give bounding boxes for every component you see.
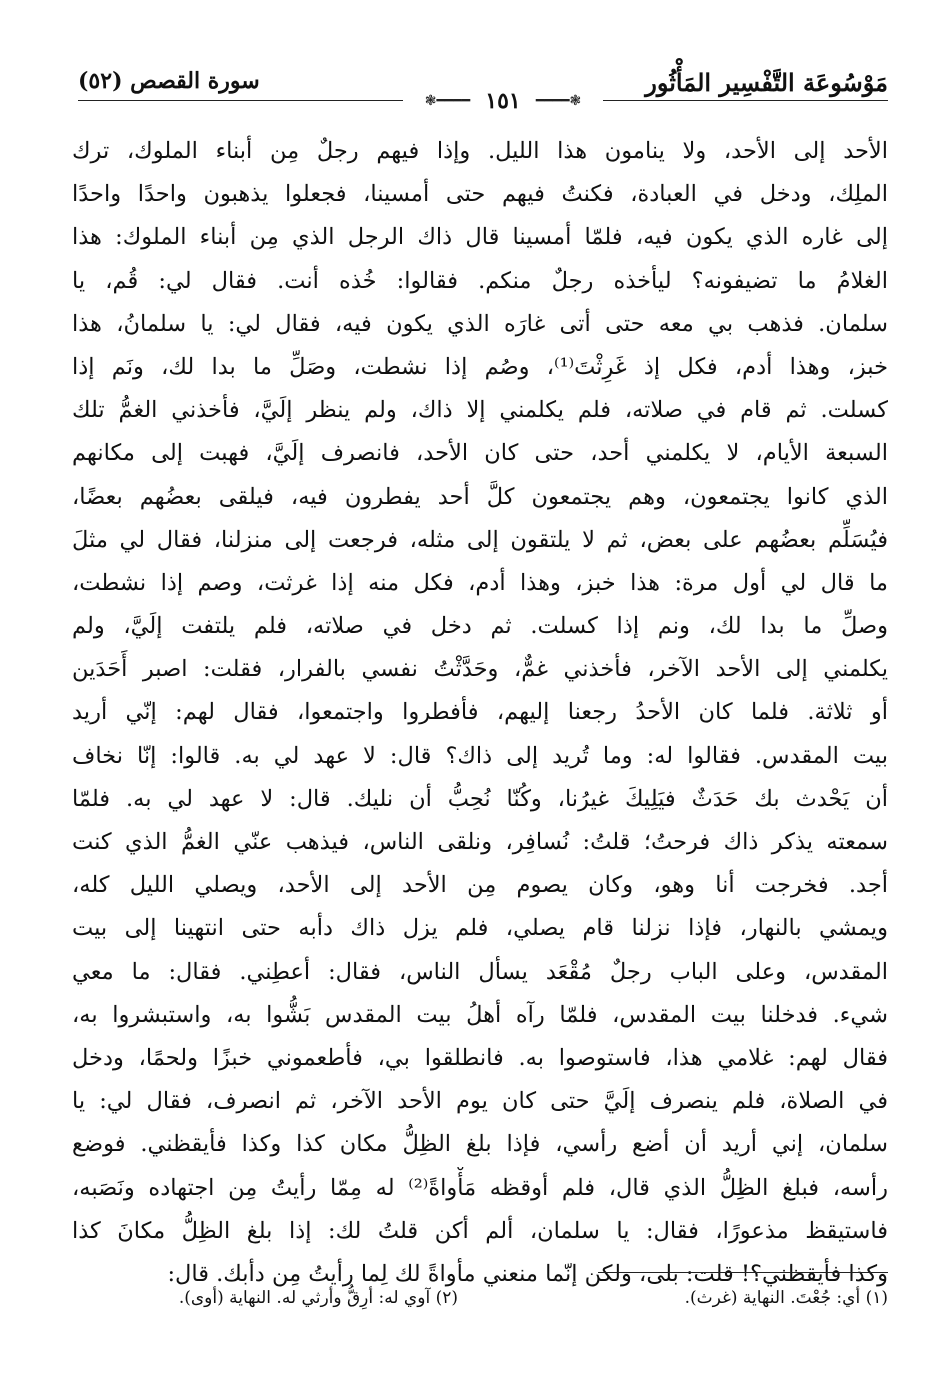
- footnote-1: (١) أي: جُعْتَ. النهاية (غرث).: [684, 1288, 888, 1308]
- text-line: أجد. فخرجت أنا وهو، وكان يصوم مِن الأحد إلى الأحد، ويصلي الليل كله،: [72, 872, 888, 899]
- text-line: ما قال لي أول مرة: هذا خبز، وهذا أدم، فكل منه إذا غرثت، وصم إذا نشطت،: [72, 569, 888, 596]
- text-line: سلمان، إني أريد أن أضع رأسي، فإذا بلغ الظِلُّ مكان كذا وكذا فأيقظني. فوضع: [72, 1131, 888, 1158]
- ornament-icon: ❃━━━━: [424, 93, 471, 109]
- text-line: وصلِّ ما بدا لك، ونم إذا كسلت. ثم دخل في صلاته، فلم يلتفت إلَيَّ، ولم: [72, 613, 888, 640]
- text-line: خبز، وهذا أدم، فكل إذ غَرِثْتَ⁽¹⁾، وصُم إذا نشطت، وصَلِّ ما بدا لك، ونَم إذا: [72, 353, 888, 380]
- text-line: فيُسَلِّم بعضُهم على بعض، ثم لا يلتقون إلى مثله، فرجعت إلى منزلنا، فقال لي مثلَ: [72, 526, 888, 553]
- text-line: سلمان. فذهب بي معه حتى أتى غارَه الذي يكون فيه، فقال لي: يا سلمانُ، هذا: [72, 310, 888, 337]
- text-line: ويمشي بالنهار، فإذا نزلنا قام يصلي، فلم يزل ذاك دأبه حتى انتهينا إلى بيت: [72, 915, 888, 942]
- text-line: في الصلاة، فلم ينصرف إلَيَّ حتى كان يوم الأحد الآخر، ثم انصرف، فقال لي: يا: [72, 1088, 888, 1115]
- text-line: رأسه، فبلغ الظِلُّ الذي قال، فلم أوقظه مَأْواةً⁽²⁾ له مِمّا رأيتُ مِن اجتهاده ونَصَبه،: [72, 1174, 888, 1201]
- page-number-block: [403, 88, 603, 114]
- page-header: [78, 64, 888, 116]
- text-line: وكذا فأيقظني؟! قلت: بلى، ولكن إنّما منعني مأواةً لك لِما رأيتُ مِن دأبك. قال:: [167, 1260, 888, 1287]
- text-line: سمعته يذكر ذاك فرحتُ؛ قلتُ: نُسافِر، ونلقى الناس، فيذهب عنّي الغمُّ الذي كنت: [72, 829, 888, 855]
- text-line: كسلت. ثم قام في صلاته، فلم يكلمني إلا ذاك، ولم ينظر إلَيَّ، فأخذني الغمُّ تلك: [72, 397, 888, 424]
- text-line: بيت المقدس. فقالوا له: وما تُريد إلى ذاك؟ قال: لا عهد لي به. قالوا: إنّا نخاف: [72, 742, 888, 769]
- text-line: الأحد إلى الأحد، ولا ينامون هذا الليل. وإذا فيهم رجلٌ مِن أبناء الملوك، ترك: [72, 138, 888, 164]
- text-line: المقدس، وعلى الباب رجلٌ مُقْعَد يسأل الناس، فقال: أعطِني. فقال: ما معي: [72, 958, 888, 985]
- footnote-2: (٢) آوي له: أرِقُّ وأرثي له. النهاية (أوى).: [178, 1288, 458, 1308]
- text-line: إلى غاره الذي يكون فيه، فلمّا أمسينا قال ذاك الرجل الذي مِن أبناء الملوك: هذا: [72, 224, 888, 251]
- surah-label: سورة القصص (٥٢): [78, 68, 260, 94]
- text-line: أو ثلاثة. فلما كان الأحدُ رجعنا إليهم، فأفطروا واجتمعوا، فقال لهم: إنّي أريد: [72, 699, 888, 726]
- page-number: ١٥١: [485, 88, 521, 114]
- text-line: فقال لهم: غلامي هذا، فاستوصوا به. فانطلقوا بي، فأطعموني خبزًا ولحمًا، ودخل: [72, 1044, 888, 1071]
- ornament-icon: ━━━━❃: [535, 93, 582, 109]
- body-text: [72, 130, 888, 1296]
- footnote-rule: [598, 1272, 888, 1273]
- text-line: فاستيقظ مذعورًا، فقال: يا سلمان، ألم أكن قلتُ لك: إذا بلغ الظِلُّ مكانَ كذا: [72, 1217, 888, 1244]
- footnotes: [72, 1288, 888, 1318]
- text-line: الملِك، ودخل في العبادة، فكنتُ فيهم حتى أمسينا، فجعلوا يذهبون واحدًا واحدًا: [72, 181, 888, 208]
- text-line: الغلامُ ما تضيفونه؟ ليأخذه رجلٌ منكم. فقالوا: خُذه أنت. فقال لي: قُم، يا: [72, 267, 888, 294]
- text-line: يكلمني إلى الأحد الآخر، فأخذني غمٌّ، وحَدَّثْتُ نفسي بالفرار، فقلت: اصبر أَحَدَين: [72, 656, 888, 683]
- book-title: مَوْسُوعَة التَّفْسِير المَأْثُور: [645, 68, 888, 97]
- text-line: الذي كانوا يجتمعون، وهم يجتمعون كلَّ أحد يفطرون فيه، فيلقى بعضُهم بعضًا،: [72, 483, 888, 510]
- text-line: شيء. فدخلنا بيت المقدس، فلمّا رآه أهلُ بيت المقدس بَشُّوا به، واستبشروا به،: [72, 1001, 888, 1028]
- text-line: السبعة الأيام، لا يكلمني أحد، حتى كان الأحد، فانصرف إلَيَّ، فهبت إلى مكانهم: [72, 440, 888, 467]
- text-line: أن يَحْدث بك حَدَثٌ فيَلِيكَ غيرُنا، وكُنّا نُحِبُّ أن نليك. قال: لا عهد لي به. فلمّا: [72, 785, 888, 812]
